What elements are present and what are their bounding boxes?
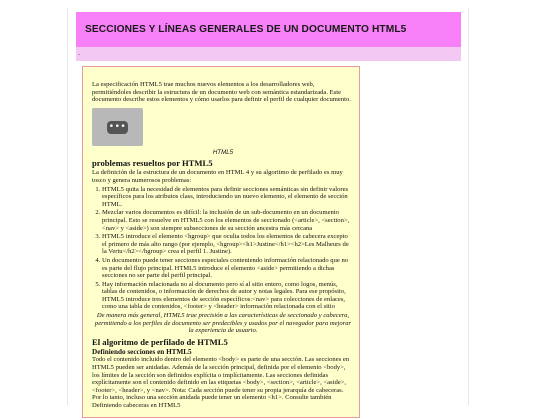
summary-quote: De manera más general, HTML5 trae precisión a las características de seccionado y cabecera, permitiendo a los perfiles de documento ser predecibles y usados por el navegador para mejorar la experiencia de usuario. xyxy=(94,312,352,335)
problems-intro: La definición de la estructura de un documento en HTML 4 y su algoritmo de perfilado es muy tosco y genera numerosos problemas: xyxy=(92,169,343,184)
more-dots-glyph: ••• xyxy=(108,121,127,132)
define-sections-heading: Definiendo secciones en HTML5 xyxy=(92,347,192,356)
algorithm-heading: El algoritmo de perfilado de HTML5 xyxy=(92,336,228,347)
nav-bar xyxy=(76,47,461,61)
problems-heading: problemas resueltos por HTML5 xyxy=(92,158,213,169)
more-dots-icon[interactable] xyxy=(107,121,128,134)
problems-list xyxy=(92,186,354,312)
define-sections-text: Todo el contenido incluido dentro del elemento <body> es parte de una sección. Las secciones en HTML5 pueden ser anidadas. Además de la sección principal, definida por el elemento <body>, los límites de la sección son definidos explícita o implícitamente. Las secciones definidas explícitamente son el contenido definido en las etiquetas <body>, <section>, <article>, <aside>, <footer>, <header>, y <nav>. Nota: Cada sección puede tener su propia jerarquía de cabeceras. Por lo tanto, incluso una sección anidada puede tener un elemento <h1>. Consulte también Definiendo cabeceras en HTML5 xyxy=(92,356,350,409)
list-item: 4. Un documento puede tener secciones especiales conteniendo información relacionado que no es parte del flujo principal. HTML5 introduce el elemento <aside> permitiendo a dichas secciones no ser parte del perfil principal. xyxy=(102,257,354,280)
list-item: 1. HTML5 quita la necesidad de elementos para definir secciones semánticas sin definir valores específicos para los atributos class, introduciendo un nuevo elemento, el elemento de sección HTML. xyxy=(102,186,354,209)
article xyxy=(82,66,360,418)
media-caption: HTML5 xyxy=(212,148,234,156)
intro-paragraph: La especificación HTML5 trae muchos nuevos elementos a los desarrolladores web, permitiéndoles describir la estructura de un documento web con semántica estandarizada. Este documento describe estos elementos y cómo usarlos para definir el perfil de cualquier documento. xyxy=(92,81,351,104)
list-item: 2. Mezclar varios documentos es difícil: la inclusión de un sub-documento en un documento principal. Esto se resuelve en HTML5 con los elementos de seccionado (<article>, <section>, <nav> y <aside>) son siempre subsecciones de su sección ancestra más cercana xyxy=(102,209,354,232)
page-header xyxy=(76,12,461,47)
page xyxy=(67,8,469,409)
list-item: 5. Hay información relacionada no al documento pero sí al sitio entero, como logos, menús, tablas de contenidos, o información de derechos de autor y notas legales. Para ese propósito, HTML5 introduce tres elementos de sección específicos:<nav> para colecciones de enlaces, como una tabla de contenidos, <footer> y <header> información relacionada con el sitio xyxy=(102,281,354,311)
article-content xyxy=(92,81,354,410)
page-title: SECCIONES Y LÍNEAS GENERALES DE UN DOCUMENTO HTML5 xyxy=(85,24,407,35)
media-placeholder[interactable] xyxy=(92,108,143,146)
list-item: 3. HTML5 introduce el elemento <hgroup> que oculta todos los elementos de cabecera excepto el primero de más alto rango (por ejemplo, <hgroup><h1>Justine</h1><h2>Les Malheurs de la Vertu</h2></hgroup> crea el perfil 1. Justine). xyxy=(102,233,354,256)
nav-text: . xyxy=(78,48,81,57)
